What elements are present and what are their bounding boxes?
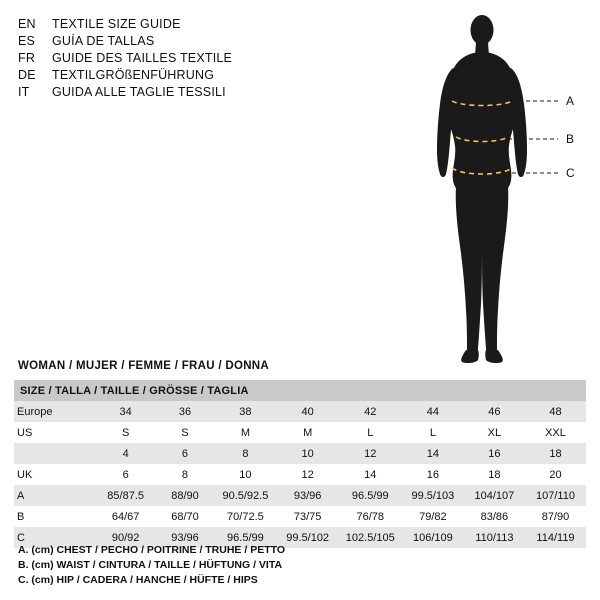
cell: 96.5/99 <box>214 527 277 548</box>
cell: 93/96 <box>156 527 214 548</box>
cell: 87/90 <box>525 506 586 527</box>
cell: 90/92 <box>95 527 155 548</box>
size-table <box>14 380 586 548</box>
table-row <box>14 401 586 422</box>
table-row <box>14 485 586 506</box>
language-title: TEXTILE SIZE GUIDE <box>52 17 181 31</box>
row-label <box>14 443 95 464</box>
cell: L <box>402 422 464 443</box>
cell: 110/113 <box>464 527 525 548</box>
cell: 18 <box>464 464 525 485</box>
measure-letter-c: C <box>566 166 575 180</box>
table-row <box>14 422 586 443</box>
language-title: TEXTILGRÖßENFÜHRUNG <box>52 68 215 82</box>
language-title: GUIDA ALLE TAGLIE TESSILI <box>52 85 226 99</box>
cell: 10 <box>214 464 277 485</box>
cell: M <box>277 422 339 443</box>
language-title: GUÍA DE TALLAS <box>52 34 155 48</box>
cell: 20 <box>525 464 586 485</box>
language-title-list <box>18 16 318 101</box>
cell: 99.5/102 <box>277 527 339 548</box>
cell: 40 <box>277 401 339 422</box>
cell: 42 <box>339 401 402 422</box>
cell: 44 <box>402 401 464 422</box>
note-chest: A. (cm) CHEST / PECHO / POITRINE / TRUHE / PETTO <box>18 544 286 556</box>
row-label: US <box>14 422 95 443</box>
cell: 14 <box>402 443 464 464</box>
cell: 70/72.5 <box>214 506 277 527</box>
row-label: C <box>14 527 95 548</box>
cell: 102.5/105 <box>339 527 402 548</box>
cell: M <box>214 422 277 443</box>
cell: 18 <box>525 443 586 464</box>
cell: 12 <box>339 443 402 464</box>
cell: 34 <box>95 401 155 422</box>
cell: 8 <box>214 443 277 464</box>
row-label: B <box>14 506 95 527</box>
language-row <box>18 84 318 101</box>
table-row <box>14 443 586 464</box>
note-hip: C. (cm) HIP / CADERA / HANCHE / HÜFTE / HIPS <box>18 574 258 586</box>
cell: S <box>156 422 214 443</box>
language-code: IT <box>18 85 30 99</box>
cell: 68/70 <box>156 506 214 527</box>
language-row <box>18 50 318 67</box>
note-waist: B. (cm) WAIST / CINTURA / TAILLE / HÜFTUNG / VITA <box>18 559 283 571</box>
cell: 64/67 <box>95 506 155 527</box>
cell: 6 <box>95 464 155 485</box>
measure-letter-a: A <box>566 94 575 108</box>
row-label: UK <box>14 464 95 485</box>
cell: 14 <box>339 464 402 485</box>
language-code: FR <box>18 51 36 65</box>
cell: 96.5/99 <box>339 485 402 506</box>
language-title: GUIDE DES TAILLES TEXTILE <box>52 51 233 65</box>
table-row <box>14 506 586 527</box>
table-group-title: WOMAN / MUJER / FEMME / FRAU / DONNA <box>18 360 270 372</box>
language-code: EN <box>18 17 36 31</box>
cell: 12 <box>277 464 339 485</box>
cell: 79/82 <box>402 506 464 527</box>
cell: 99.5/103 <box>402 485 464 506</box>
language-row <box>18 33 318 50</box>
cell: 83/86 <box>464 506 525 527</box>
cell: 8 <box>156 464 214 485</box>
cell: 4 <box>95 443 155 464</box>
cell: 90.5/92.5 <box>214 485 277 506</box>
cell: 16 <box>402 464 464 485</box>
cell: 6 <box>156 443 214 464</box>
cell: 93/96 <box>277 485 339 506</box>
cell: 104/107 <box>464 485 525 506</box>
row-label: A <box>14 485 95 506</box>
cell: 88/90 <box>156 485 214 506</box>
table-row <box>14 464 586 485</box>
cell: S <box>95 422 155 443</box>
cell: 38 <box>214 401 277 422</box>
language-row <box>18 67 318 84</box>
cell: 76/78 <box>339 506 402 527</box>
cell: 114/119 <box>525 527 586 548</box>
language-code: DE <box>18 68 36 82</box>
cell: 46 <box>464 401 525 422</box>
measurement-notes <box>18 543 285 588</box>
cell: L <box>339 422 402 443</box>
table-header-row <box>14 380 586 401</box>
language-code: ES <box>18 34 36 48</box>
cell: 107/110 <box>525 485 586 506</box>
cell: XL <box>464 422 525 443</box>
cell: 16 <box>464 443 525 464</box>
language-row <box>18 16 318 33</box>
cell: 73/75 <box>277 506 339 527</box>
row-label: Europe <box>14 401 95 422</box>
cell: 36 <box>156 401 214 422</box>
female-silhouette-figure <box>400 8 590 368</box>
cell: 106/109 <box>402 527 464 548</box>
measure-letter-b: B <box>566 132 575 146</box>
silhouette-icon <box>437 15 527 363</box>
cell: XXL <box>525 422 586 443</box>
cell: 85/87.5 <box>95 485 155 506</box>
table-header-label: SIZE / TALLA / TAILLE / GRÖSSE / TAGLIA <box>14 380 586 401</box>
cell: 48 <box>525 401 586 422</box>
cell: 10 <box>277 443 339 464</box>
